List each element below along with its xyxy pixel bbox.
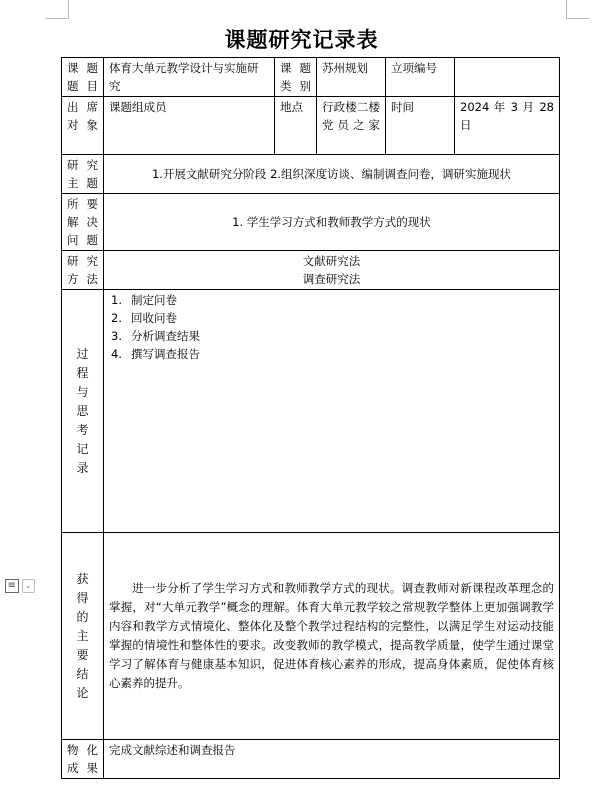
theme-value[interactable]: 1.开展文献研究分阶段 2.组织深度访谈、编制调查问卷，调研实施现状 bbox=[104, 155, 560, 194]
outcome-label: 物化成果 bbox=[62, 740, 104, 779]
conclusion-label: 获得的主要结论 bbox=[76, 571, 89, 700]
method-label: 研究方法 bbox=[62, 251, 104, 290]
conclusion-text: 进一步分析了学生学习方式和教师教学方式的现状。调查教师对新课程改革理念的掌握，对“大单元教学”概念的理解。体育大单元教学较之常规教学整体上更加强调教学内容和教学方式情境化、整体化及整个教学过程结构的完整性，以满足学生对运动技能掌握的情境性和整体性的要求。改变教师的教学模式，提高教学质量，使学生通过课堂学习了解体育与健康基本知识，促进体育核心素养的形成，提高身体素质，促使体育核心素养的提升。 bbox=[109, 581, 554, 690]
list-item-number: 3. bbox=[111, 329, 122, 343]
outcome-value[interactable]: 完成文献综述和调查报告 bbox=[104, 740, 560, 779]
problem-label: 所要解决问题 bbox=[62, 194, 104, 251]
list-item-number: 1. bbox=[111, 293, 122, 307]
process-cell[interactable] bbox=[104, 290, 560, 533]
method-line-1: 文献研究法 bbox=[302, 254, 361, 268]
table-row bbox=[62, 58, 560, 97]
time-value[interactable]: 2024 年 3 月 28 日 bbox=[455, 97, 560, 155]
list-item-number: 4. bbox=[111, 347, 122, 361]
conclusion-label-cell bbox=[62, 533, 104, 740]
list-item bbox=[111, 345, 554, 363]
category-value[interactable]: 苏州规划 bbox=[317, 58, 386, 97]
topic-value[interactable]: 体育大单元教学设计与实施研究 bbox=[104, 58, 275, 97]
problem-value[interactable]: 1. 学生学习方式和教师教学方式的现状 bbox=[104, 194, 560, 251]
place-label: 地点 bbox=[275, 97, 317, 155]
list-item-text: 撰写调查报告 bbox=[131, 347, 200, 361]
time-label: 时间 bbox=[386, 97, 455, 155]
place-value[interactable]: 行政楼二楼党员之家 bbox=[317, 97, 386, 155]
list-item-number: 2. bbox=[111, 311, 122, 325]
project-no-value[interactable] bbox=[455, 58, 560, 97]
list-item-text: 分析调查结果 bbox=[131, 329, 200, 343]
chevron-down-icon: ⌄ bbox=[22, 579, 36, 593]
process-label: 过程与思考记录 bbox=[76, 346, 89, 475]
table-row bbox=[62, 194, 560, 251]
attendee-value[interactable]: 课题组成员 bbox=[104, 97, 275, 155]
record-table bbox=[61, 57, 560, 779]
table-row bbox=[62, 290, 560, 533]
method-line-2: 调查研究法 bbox=[302, 272, 361, 286]
table-row bbox=[62, 533, 560, 740]
process-list bbox=[109, 291, 554, 363]
conclusion-cell[interactable] bbox=[104, 533, 560, 740]
table-row bbox=[62, 251, 560, 290]
margin-corner-mark-right bbox=[566, 0, 589, 19]
list-item-text: 制定问卷 bbox=[131, 293, 177, 307]
table-row bbox=[62, 740, 560, 779]
list-item bbox=[111, 327, 554, 345]
list-item bbox=[111, 309, 554, 327]
layout-options-icon: ≡ bbox=[5, 579, 19, 593]
document-title: 课题研究记录表 bbox=[224, 27, 379, 52]
margin-corner-mark-left bbox=[46, 0, 69, 19]
method-cell[interactable] bbox=[104, 251, 560, 290]
attendee-label: 出席对象 bbox=[62, 97, 104, 155]
list-item-text: 回收问卷 bbox=[131, 311, 177, 325]
topic-label: 课题题目 bbox=[62, 58, 104, 97]
project-no-label: 立项编号 bbox=[386, 58, 455, 97]
layout-options-button[interactable] bbox=[5, 576, 35, 596]
list-item bbox=[111, 291, 554, 309]
category-label: 课题类别 bbox=[275, 58, 317, 97]
table-row bbox=[62, 155, 560, 194]
table-row bbox=[62, 97, 560, 155]
theme-label: 研究主题 bbox=[62, 155, 104, 194]
process-label-cell bbox=[62, 290, 104, 533]
